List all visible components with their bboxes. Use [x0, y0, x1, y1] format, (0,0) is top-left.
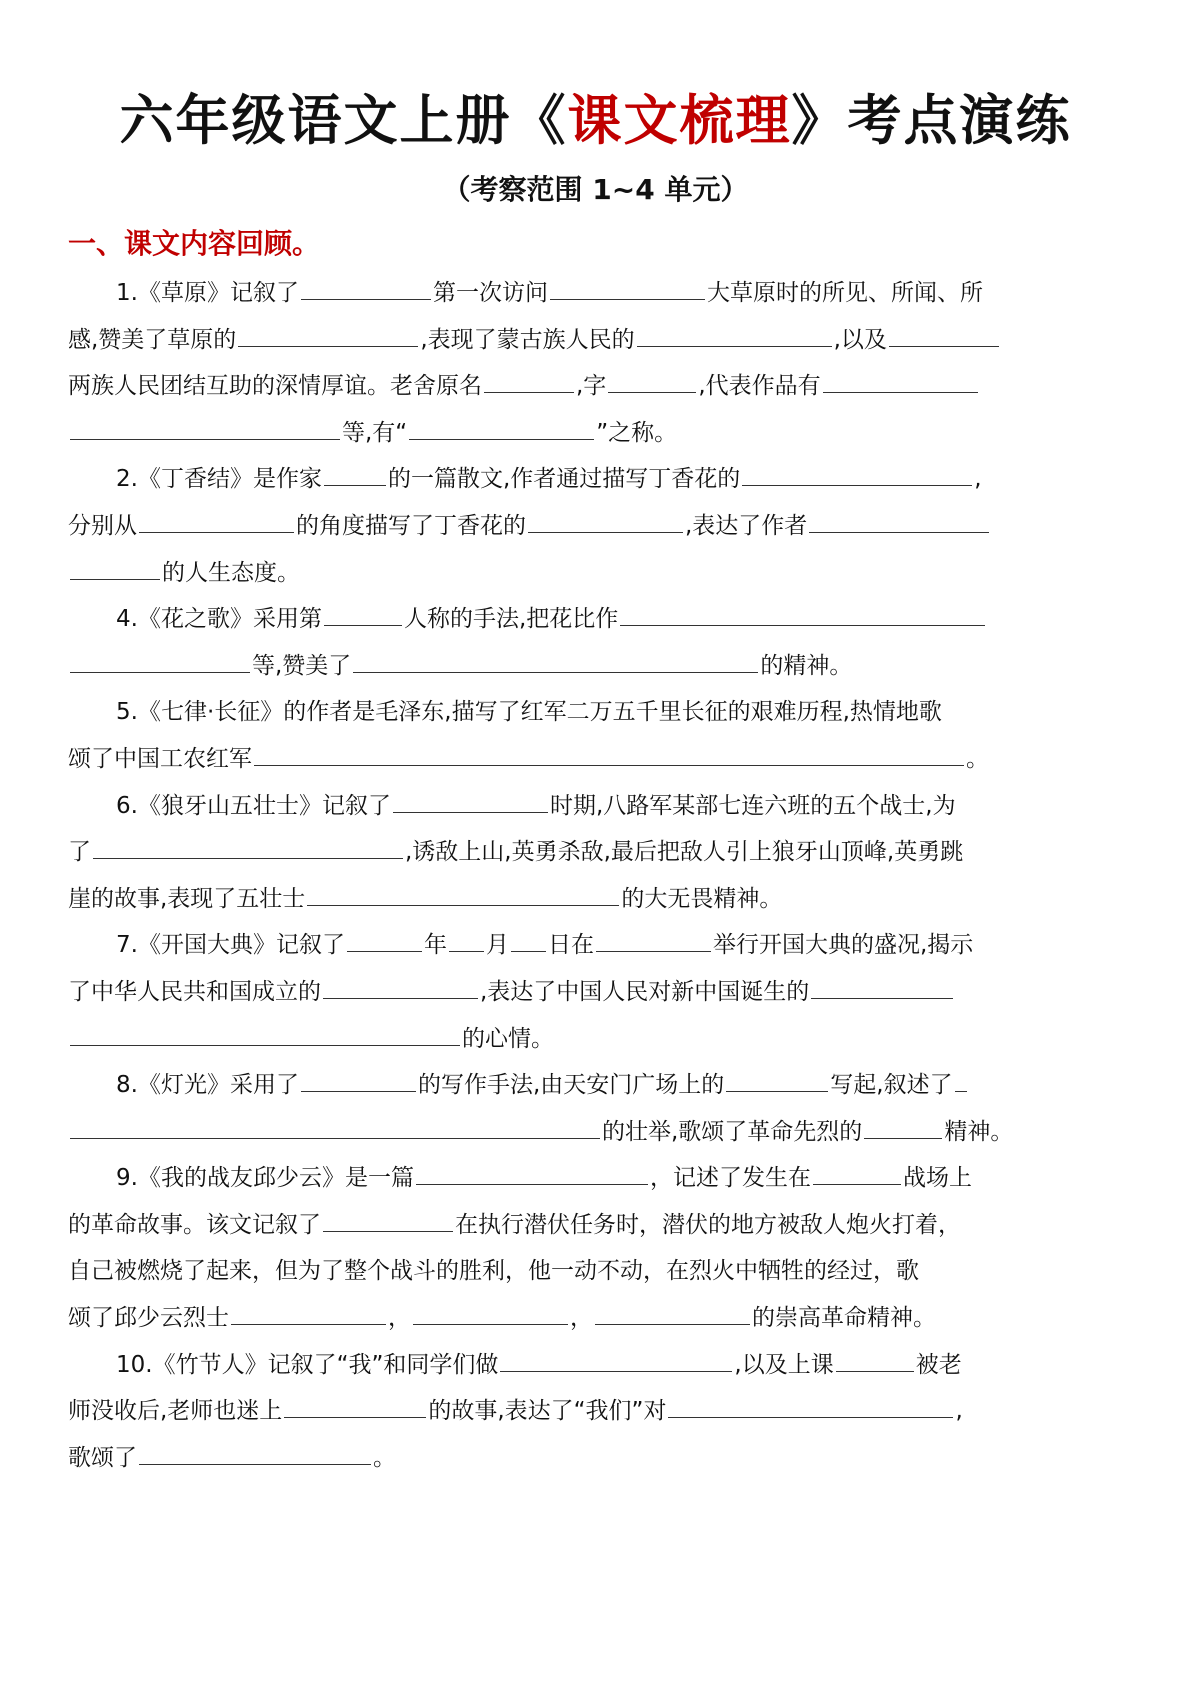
- line-text: 2.《丁香结》是作家: [116, 466, 322, 493]
- fill-in-blank[interactable]: [353, 652, 758, 673]
- fill-in-blank[interactable]: [413, 1304, 568, 1325]
- exercise-line: [68, 1109, 1043, 1156]
- line-text: ,: [955, 1398, 963, 1425]
- exercise-line: [68, 876, 1043, 923]
- line-text: 年: [423, 932, 447, 959]
- exercise-line: [68, 829, 1043, 876]
- fill-in-blank[interactable]: [595, 1304, 750, 1325]
- line-text: 在执行潜伏任务时，潜伏的地方被敌人炮火打着，: [455, 1211, 961, 1238]
- title-highlight: 课文梳理: [567, 89, 792, 152]
- fill-in-blank[interactable]: [550, 279, 705, 300]
- line-text: 的革命故事。该文记叙了: [68, 1211, 321, 1238]
- line-text: ,以及上课: [734, 1351, 834, 1378]
- line-text: 颂了中国工农红军: [68, 745, 252, 772]
- exercise-line: [68, 596, 1043, 643]
- exercise-body: [68, 270, 1043, 1481]
- line-text: ，: [388, 1305, 411, 1332]
- line-text: ，: [570, 1305, 593, 1332]
- fill-in-blank[interactable]: [955, 1071, 967, 1092]
- fill-in-blank[interactable]: [139, 512, 294, 533]
- line-text: 月: [485, 932, 509, 959]
- line-text: 1.《草原》记叙了: [116, 280, 299, 306]
- fill-in-blank[interactable]: [742, 465, 972, 486]
- exercise-line: [68, 363, 1043, 410]
- fill-in-blank[interactable]: [409, 419, 594, 440]
- fill-in-blank[interactable]: [500, 1351, 732, 1372]
- fill-in-blank[interactable]: [668, 1397, 953, 1418]
- exercise-line: [68, 1155, 1043, 1202]
- fill-in-blank[interactable]: [324, 465, 386, 486]
- exercise-line: [68, 1016, 1043, 1063]
- fill-in-blank[interactable]: [139, 1444, 371, 1465]
- exercise-line: [68, 736, 1043, 783]
- fill-in-blank[interactable]: [620, 605, 985, 626]
- line-text: ,以及: [833, 326, 887, 353]
- fill-in-blank[interactable]: [393, 792, 548, 813]
- line-text: ,表达了作者: [685, 512, 808, 539]
- exercise-line: [68, 270, 1043, 317]
- fill-in-blank[interactable]: [93, 838, 403, 859]
- exercise-line: [68, 1388, 1043, 1435]
- section-heading: 一、课文内容回顾。: [68, 227, 321, 260]
- fill-in-blank[interactable]: [231, 1304, 386, 1325]
- exercise-line: [68, 550, 1043, 597]
- fill-in-blank[interactable]: [596, 931, 711, 952]
- exercise-line: [68, 1202, 1043, 1249]
- line-text: 的角度描写了丁香花的: [296, 512, 526, 539]
- fill-in-blank[interactable]: [301, 1071, 416, 1092]
- fill-in-blank[interactable]: [416, 1164, 648, 1185]
- line-text: 歌颂了: [68, 1444, 137, 1471]
- line-text: 的人生态度。: [162, 559, 300, 586]
- line-text: 时期,八路军某部七连六班的五个战士,为: [549, 792, 956, 819]
- line-text: 感,赞美了草原的: [68, 326, 237, 353]
- fill-in-blank[interactable]: [726, 1071, 828, 1092]
- fill-in-blank[interactable]: [809, 512, 989, 533]
- exercise-line: [68, 689, 1043, 736]
- page-subtitle: （考察范围 1~4 单元）: [442, 173, 749, 206]
- fill-in-blank[interactable]: [70, 1118, 600, 1139]
- line-text: 大草原时的所见、所闻、所: [706, 280, 983, 306]
- fill-in-blank[interactable]: [449, 931, 484, 952]
- line-text: ,代表作品有: [698, 373, 821, 400]
- line-text: 了: [68, 839, 91, 866]
- fill-in-blank[interactable]: [324, 605, 402, 626]
- fill-in-blank[interactable]: [811, 978, 953, 999]
- exercise-line: [68, 503, 1043, 550]
- fill-in-blank[interactable]: [511, 931, 546, 952]
- line-text: 第一次访问: [432, 280, 548, 306]
- exercise-line: [68, 969, 1043, 1016]
- fill-in-blank[interactable]: [284, 1397, 426, 1418]
- fill-in-blank[interactable]: [70, 419, 340, 440]
- line-text: 分别从: [68, 512, 137, 539]
- line-text: ,表现了蒙古族人民的: [420, 326, 635, 353]
- fill-in-blank[interactable]: [301, 279, 431, 300]
- line-text: ,字: [576, 373, 607, 400]
- fill-in-blank[interactable]: [608, 372, 696, 393]
- line-text: 师没收后,老师也迷上: [68, 1398, 283, 1425]
- exercise-line: [68, 643, 1043, 690]
- line-text: 的写作手法,由天安门广场上的: [417, 1072, 725, 1099]
- fill-in-blank[interactable]: [347, 931, 422, 952]
- line-text: 崖的故事,表现了五壮士: [68, 885, 306, 912]
- fill-in-blank[interactable]: [484, 372, 574, 393]
- line-text: 举行开国大典的盛况,揭示: [712, 932, 974, 959]
- fill-in-blank[interactable]: [637, 326, 832, 347]
- line-text: 9.《我的战友邱少云》是一篇: [116, 1165, 414, 1192]
- exercise-line: [68, 1295, 1043, 1342]
- line-text: 被老: [915, 1351, 962, 1378]
- title-suffix: 》考点演练: [791, 89, 1072, 152]
- fill-in-blank[interactable]: [254, 745, 964, 766]
- fill-in-blank[interactable]: [823, 372, 978, 393]
- line-text: 的心情。: [462, 1025, 554, 1052]
- exercise-line: [68, 1248, 1043, 1295]
- fill-in-blank[interactable]: [307, 885, 619, 906]
- line-text: 等,有“: [342, 419, 408, 446]
- line-text: 的大无畏精神。: [621, 885, 783, 912]
- line-text: 7.《开国大典》记叙了: [116, 932, 345, 959]
- page-title: [0, 78, 1191, 155]
- line-text: 。: [966, 745, 989, 772]
- line-text: 的崇高革命精神。: [752, 1305, 936, 1332]
- fill-in-blank[interactable]: [323, 978, 478, 999]
- exercise-line: [68, 456, 1043, 503]
- exercise-line: [68, 783, 1043, 830]
- fill-in-blank[interactable]: [889, 326, 999, 347]
- line-text: 4.《花之歌》采用第: [116, 606, 322, 633]
- fill-in-blank[interactable]: [528, 512, 683, 533]
- line-text: 人称的手法,把花比作: [403, 606, 619, 633]
- line-text: 精神。: [944, 1118, 1014, 1145]
- exercise-line: [68, 410, 1043, 457]
- line-text: 自己被燃烧了起来，但为了整个战斗的胜利，他一动不动，在烈火中牺牲的经过，歌: [68, 1258, 919, 1285]
- line-text: ,表达了中国人民对新中国诞生的: [480, 978, 810, 1005]
- line-text: 。: [373, 1444, 396, 1471]
- line-text: 的精神。: [760, 652, 853, 679]
- fill-in-blank[interactable]: [864, 1118, 942, 1139]
- line-text: 了中华人民共和国成立的: [68, 978, 321, 1005]
- line-text: 战场上: [902, 1165, 972, 1192]
- fill-in-blank[interactable]: [836, 1351, 914, 1372]
- line-text: 两族人民团结互助的深情厚谊。老舍原名: [68, 373, 482, 400]
- line-text: 10.《竹节人》记叙了“我”和同学们做: [116, 1351, 499, 1378]
- fill-in-blank[interactable]: [70, 1025, 460, 1046]
- fill-in-blank[interactable]: [813, 1164, 901, 1185]
- line-text: 颂了邱少云烈士: [68, 1305, 229, 1332]
- line-text: ,: [974, 466, 982, 493]
- fill-in-blank[interactable]: [70, 652, 250, 673]
- exercise-line: [68, 1435, 1043, 1482]
- exercise-line: [68, 1342, 1043, 1389]
- line-text: 日在: [547, 932, 594, 959]
- line-text: 8.《灯光》采用了: [116, 1072, 299, 1099]
- fill-in-blank[interactable]: [70, 559, 160, 580]
- exercise-line: [68, 1062, 1043, 1109]
- line-text: 的壮举,歌颂了革命先烈的: [602, 1118, 863, 1145]
- line-text: 写起,叙述了: [830, 1072, 953, 1099]
- fill-in-blank[interactable]: [238, 326, 418, 347]
- exercise-line: [68, 922, 1043, 969]
- line-text: 的故事,表达了“我们”对: [428, 1398, 667, 1425]
- exercise-line: [68, 317, 1043, 364]
- line-text: ”之称。: [596, 419, 678, 446]
- line-text: 5.《七律·长征》的作者是毛泽东,描写了红军二万五千里长征的艰难历程,热情地歌: [116, 699, 942, 726]
- line-text: 6.《狼牙山五壮士》记叙了: [116, 792, 391, 819]
- line-text: ,诱敌上山,英勇杀敌,最后把敌人引上狼牙山顶峰,英勇跳: [405, 839, 964, 866]
- line-text: ，记述了发生在: [649, 1165, 811, 1192]
- line-text: 的一篇散文,作者通过描写丁香花的: [387, 466, 741, 493]
- line-text: 等,赞美了: [252, 652, 352, 679]
- fill-in-blank[interactable]: [323, 1211, 453, 1232]
- title-prefix: 六年级语文上册《: [119, 89, 568, 152]
